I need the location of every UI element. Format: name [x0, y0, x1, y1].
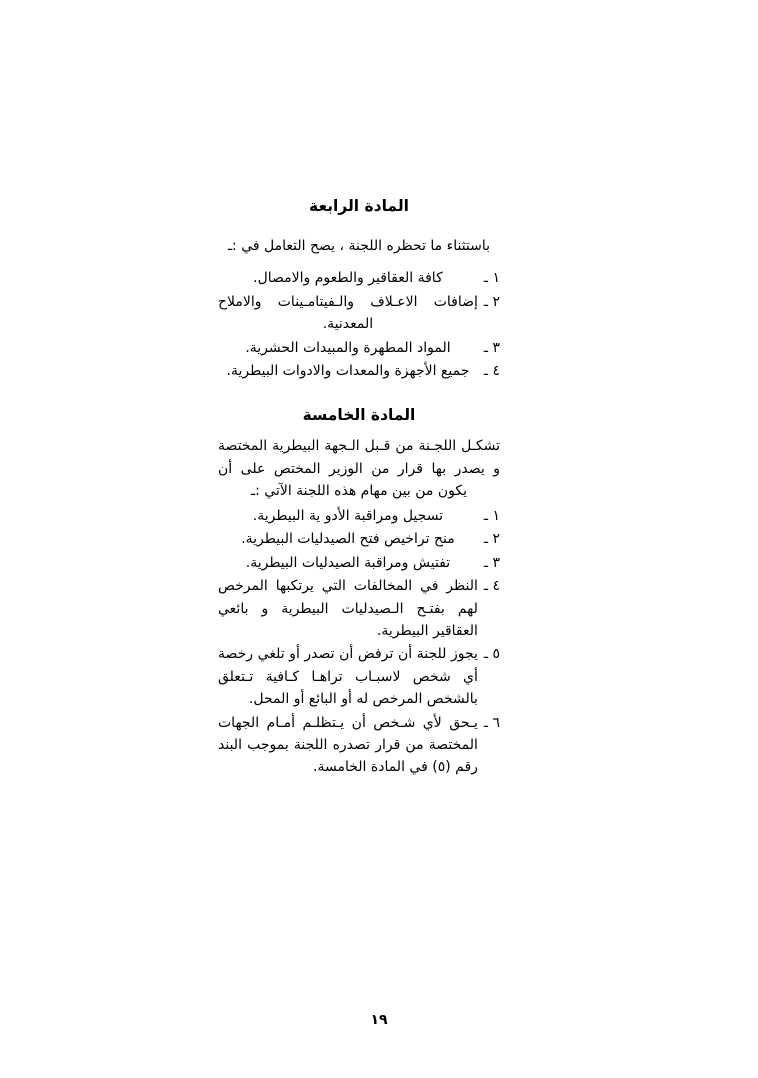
list-item: [218, 528, 500, 550]
list-item-marker: ٥ ـ: [483, 646, 500, 663]
list-item-marker: ٤ ـ: [483, 362, 500, 379]
section-article-four: [218, 196, 500, 382]
list-item: [218, 360, 500, 382]
list-item-text: كافة العقاقير والطعوم والامصال.: [253, 270, 443, 287]
list-item-text: تفتيش ومراقبة الصيدليات البيطرية.: [245, 554, 451, 571]
list-article-five: [218, 505, 500, 779]
list-item: [218, 643, 500, 710]
list-item: [218, 552, 500, 574]
page-title: المادة الخامسة: [302, 406, 416, 425]
list-article-four: [218, 267, 500, 382]
list-item-marker: ٢ ـ: [483, 531, 500, 548]
list-item-text: النظر في المخالفات التي يرتكبها المرخص لهم بفتـح الـصيدليات البيطرية و بائعي العقاقير البيطرية.: [218, 578, 478, 639]
list-item: [218, 505, 500, 527]
list-item-text: إضافات الاعـلاف والـفيتامـينات والاملاح المعدنية.: [218, 293, 478, 333]
document-body: [218, 196, 500, 780]
list-item-marker: ٣ ـ: [483, 554, 500, 571]
list-item-marker: ٢ ـ: [483, 293, 500, 310]
list-item: [218, 267, 500, 289]
list-item-marker: ٦ ـ: [483, 714, 500, 731]
list-item: [218, 291, 500, 336]
list-item-marker: ١ ـ: [483, 508, 500, 525]
section-intro: تشكـل اللجـنة من قـبل الـجهة البيطرية المختصة و يصدر بها قرار من الوزير المختص على أن يكون من بين مهام هذه اللجنة الآتي :ـ: [218, 438, 500, 500]
list-item-marker: ١ ـ: [483, 270, 500, 287]
list-item-text: المواد المطهرة والمبيدات الحشرية.: [245, 339, 451, 356]
page-title: المادة الرابعة: [309, 197, 409, 215]
list-item-marker: ٣ ـ: [483, 339, 500, 356]
list-item: [218, 337, 500, 359]
page-number: ١٩: [370, 1012, 388, 1028]
list-item-marker: ٤ ـ: [483, 578, 500, 595]
list-item: [218, 712, 500, 779]
section-article-five: [218, 405, 500, 778]
list-item-text: يجوز للجنة أن ترفض أن تصدر أو تلغي رخصة أي شخص لاسبـاب تراهـا كـافية تـتعلق بالشخص المرخص له أو البائع أو المحل.: [218, 646, 478, 708]
list-item-text: تسجيل ومراقبة الأدو ية البيطرية.: [252, 508, 444, 525]
list-item: [218, 575, 500, 642]
section-intro: باستثناء ما تحظره اللجنة ، يصح التعامل في :ـ: [227, 237, 491, 254]
list-item-text: منح تراخيص فتح الصيدليات البيطرية.: [241, 531, 455, 548]
list-item-text: يـحق لأي شـخص أن يـتظلـم أمـام الجهات المختصة من قرار تصدره اللجنة بموجب البند رقم (٥) في المادة الخامسة.: [218, 714, 478, 776]
list-item-text: جميع الأجهزة والمعدات والادوات البيطرية.: [226, 362, 470, 379]
section-divider: [218, 383, 500, 405]
